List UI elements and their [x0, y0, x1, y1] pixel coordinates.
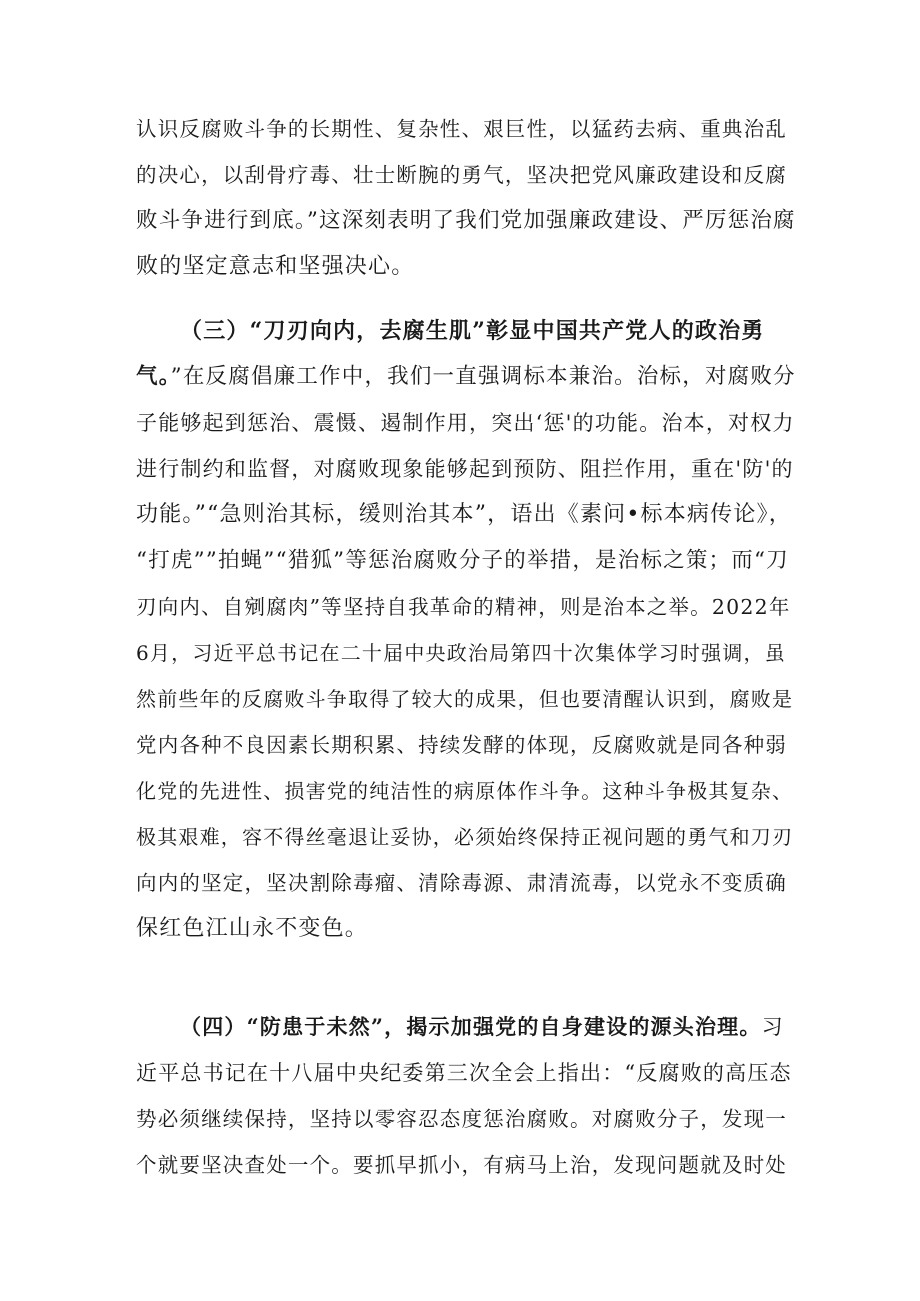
- text-line: 败的坚定意志和坚强决心。: [136, 254, 415, 279]
- section-heading-4-line: [136, 1004, 796, 1050]
- text-line: 功能。”“急则治其标，缓则治其本”，语出《素问•标本病传论》，: [136, 502, 792, 527]
- text-line: 的决心，以刮骨疗毒、壮士断腕的勇气，坚决把党风廉政建设和反腐: [136, 163, 787, 187]
- text-line: 个就要坚决查处一个。要抓早抓小，有病马上治，发现问题就及时处: [136, 1153, 787, 1177]
- text-line: 进行制约和监督，对腐败现象能够起到预防、阻拦作用，重在'防'的: [136, 457, 794, 481]
- text-line: 刃向内、自剜腐肉”等坚持自我革命的精神，则是治本之举。2022年: [136, 595, 791, 619]
- text-line: “打虎””拍蝇”“猎狐”等惩治腐败分子的举措，是治标之策；而“刀: [136, 548, 789, 573]
- paragraph-1: [136, 106, 796, 290]
- section-heading-4: （四）“防患于未然”，揭示加强党的自身建设的源头治理。: [180, 1014, 762, 1039]
- text-line: 近平总书记在十八届中央纪委第三次全会上指出：“反腐败的高压态: [136, 1061, 792, 1085]
- paragraph-2: [136, 308, 796, 952]
- paragraph-3: [136, 1004, 796, 1188]
- text-line: 极其艰难，容不得丝毫退让妥协，必须始终保持正视问题的勇气和刀刃: [136, 825, 794, 849]
- text-line: 然前些年的反腐败斗争取得了较大的成果，但也要清醒认识到，腐败是: [136, 687, 794, 711]
- text-line: 6月，习近平总书记在二十届中央政治局第四十次集体学习时强调，虽: [136, 641, 786, 665]
- text-line: 认识反腐败斗争的长期性、复杂性、艰巨性，以猛药去病、重典治乱: [136, 117, 787, 141]
- text-line: [136, 354, 796, 400]
- section-heading-3: （三）“刀刃向内，去腐生肌”彰显中国共产党人的政治勇: [180, 318, 765, 344]
- text-line: 向内的坚定，坚决割除毒瘤、清除毒源、肃清流毒，以党永不变质确: [136, 871, 787, 895]
- text-line: 化党的先进性、损害党的纯洁性的病原体作斗争。这种斗争极其复杂、: [136, 779, 794, 803]
- text-segment: 习: [761, 1015, 784, 1039]
- text-line: 子能够起到惩治、震慑、遏制作用，突出‘惩'的功能。治本，对权力: [136, 411, 795, 435]
- text-line: 势必须继续保持，坚持以零容忍态度惩治腐败。对腐败分子，发现一: [136, 1107, 787, 1131]
- text-line: 党内各种不良因素长期积累、持续发酵的体现，反腐败就是同各种弱: [136, 733, 787, 757]
- text-line: 败斗争进行到底。”这深刻表明了我们党加强廉政建设、严厉惩治腐: [136, 208, 796, 233]
- text-segment: ”在反腐倡廉工作中，我们一直强调标本兼治。治标，对腐败分: [170, 364, 796, 389]
- heading-continuation: 气。: [136, 364, 171, 389]
- text-line: 保红色江山永不变色。: [136, 916, 369, 941]
